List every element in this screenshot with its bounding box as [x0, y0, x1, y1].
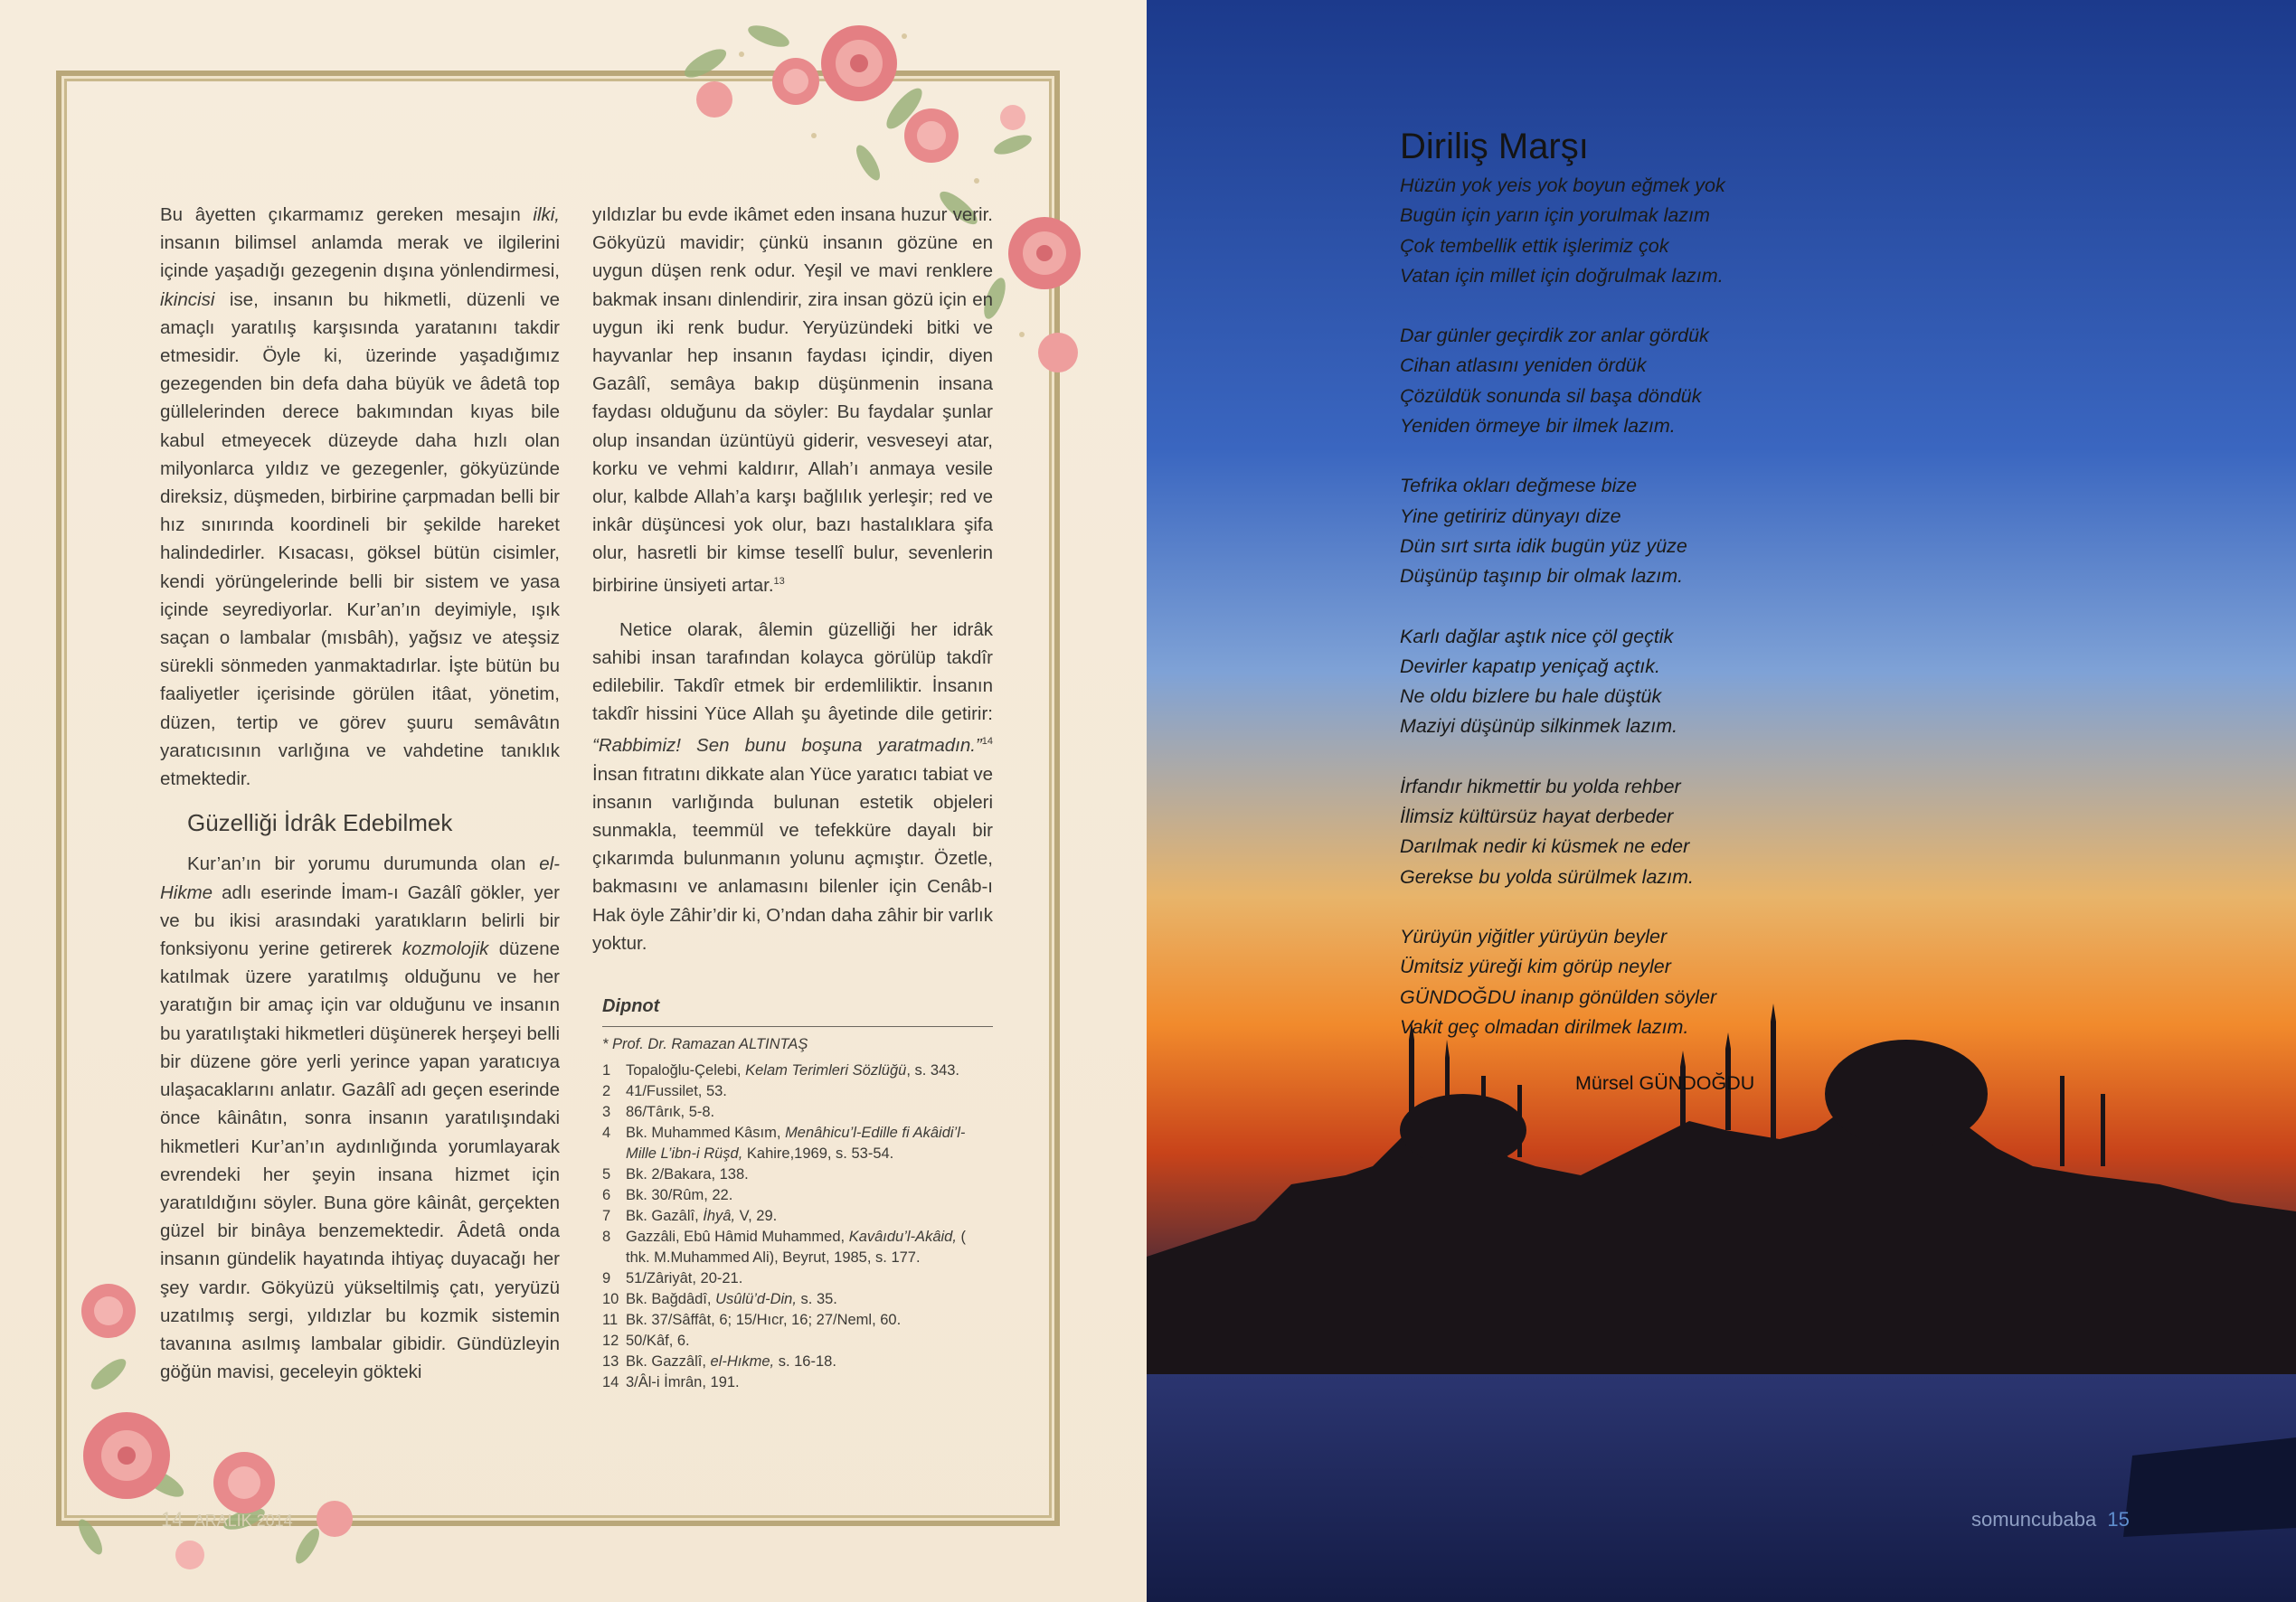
- stanza: [1400, 622, 1870, 742]
- footnote-text: Bk. Gazzâlî, el-Hıkme, s. 16-18.: [626, 1353, 836, 1370]
- page-footer-left: [161, 1508, 293, 1531]
- poem-line: Vatan için millet için doğrulmak lazım.: [1400, 264, 1724, 287]
- poem-line: Çözüldük sonunda sil başa döndük: [1400, 384, 1702, 407]
- column-1: [160, 201, 560, 1386]
- footnote-text: Topaloğlu-Çelebi, Kelam Terimleri Sözlüğü, s. 343.: [626, 1062, 960, 1079]
- footnotes-title: Dipnot: [602, 996, 993, 1027]
- poem-line: Ne oldu bizlere bu hale düştük: [1400, 685, 1662, 708]
- page-footer-right: [1971, 1508, 2130, 1531]
- footnote-text: Bk. Bağdâdî, Usûlü’d-Din, s. 35.: [626, 1291, 837, 1307]
- poet-name: Mürsel GÜNDOĞDU: [1575, 1072, 1755, 1094]
- footnote-item: [602, 1102, 993, 1123]
- poem-line: Yeniden örmeye bir ilmek lazım.: [1400, 415, 1676, 438]
- footnote-item: [602, 1289, 993, 1310]
- footnote-number: 13: [602, 1353, 619, 1370]
- poem-line: Maziyi düşünüp silkinmek lazım.: [1400, 715, 1678, 738]
- poem-line: Yine getiririz dünyayı dize: [1400, 504, 1621, 527]
- poem-line: GÜNDOĞDU inanıp gönülden söyler: [1400, 985, 1717, 1008]
- footnote-number: 14: [602, 1374, 619, 1390]
- poem-stanzas: [1400, 171, 1870, 1042]
- footnote-text: Bk. 2/Bakara, 138.: [626, 1166, 749, 1183]
- footnote-item: [602, 1352, 993, 1372]
- footnote-number: 11: [602, 1312, 619, 1328]
- page-number: 15: [2107, 1508, 2130, 1531]
- footnote-item: [602, 1060, 993, 1081]
- footnote-text: Gazzâli, Ebû Hâmid Muhammed, Kavâıdu’l-Akâid, ( thk. M.Muhammed Ali), Beyrut, 1985, s. 177.: [626, 1229, 967, 1266]
- poem-title: Diriliş Marşı: [1400, 127, 1589, 166]
- emphasis: Kelam Terimleri Sözlüğü: [745, 1062, 907, 1079]
- footnote-ref[interactable]: 13: [773, 575, 785, 587]
- poem-line: Dar günler geçirdik zor anlar gördük: [1400, 325, 1709, 347]
- paragraph: yıldızlar bu evde ikâmet eden insana huzur verir. Gökyüzü mavidir; çünkü insanın gözüne en uygun düşen renk odur. Yeşil ve mavi renklere bakmak insanı dinlendirir, zira insan gözü için en uygun iki renk budur. Yeryüzündeki bitki ve hayvanlar hep insanın faydası içindir, diyen Gazâlî, semâya bakıp düşünmenin insana faydası olduğunu da söyler: Bu faydalar şunlar olup insandan üzüntüyü giderir, vesveseyi atar, korku ve vehmi kaldırır, Allah’ı anmaya vesile olur, kalbde Allah’a karşı bağlılık yerleşir; red ve inkâr düşüncesi yok olur, bazı hastalıklara şifa olur, hasretli bir kimse tesellî bulur, sevenlerin birbirine ünsiyeti artar.$^{13}$: [592, 204, 993, 596]
- footnote-number: 6: [602, 1187, 611, 1203]
- poem-line: Bugün için yarın için yorulmak lazım: [1400, 204, 1710, 227]
- stanza: [1400, 922, 1870, 1042]
- poem-line: Ümitsiz yüreği kim görüp neyler: [1400, 956, 1671, 978]
- poem-line: Düşünüp taşınıp bir olmak lazım.: [1400, 565, 1684, 588]
- stanza: [1400, 171, 1870, 291]
- footnote-item: [602, 1268, 993, 1289]
- footnote-item: [602, 1081, 993, 1102]
- footnote-number: 12: [602, 1333, 619, 1349]
- footnote-number: 2: [602, 1083, 611, 1099]
- footnote-text: 50/Kâf, 6.: [626, 1333, 690, 1349]
- stanza: [1400, 321, 1870, 441]
- footnote-text: Bk. Muhammed Kâsım, Menâhicu’l-Edille fi Akâidi’l-Mille L’ibn-i Rüşd, Kahire,1969, s. 53-54.: [626, 1125, 966, 1162]
- footnote-number: 3: [602, 1104, 611, 1120]
- footnote-text: 86/Târık, 5-8.: [626, 1104, 715, 1120]
- right-page: [1147, 0, 2296, 1602]
- poem-line: Karlı dağlar aştık nice çöl geçtik: [1400, 625, 1674, 647]
- column-2: [592, 201, 993, 957]
- emphasis: “Rabbimiz! Sen bunu boşuna yaratmadın.”: [592, 735, 982, 757]
- footnote-number: 7: [602, 1208, 611, 1224]
- footnote-ref[interactable]: 14: [981, 736, 993, 748]
- footnote-number: 1: [602, 1062, 611, 1079]
- poem-line: Cihan atlasını yeniden ördük: [1400, 354, 1647, 377]
- footnote-text: Bk. 37/Sâffât, 6; 15/Hıcr, 16; 27/Neml, 60.: [626, 1312, 902, 1328]
- footnote-list: [602, 1060, 993, 1393]
- emphasis: Kavâıdu’l-Akâid,: [848, 1229, 957, 1245]
- footnote-text: Bk. Gazâlî, İhyâ, V, 29.: [626, 1208, 778, 1224]
- emphasis: ikincisi: [160, 288, 215, 310]
- emphasis: Menâhicu’l-Edille fi Akâidi’l-Mille L’ibn-i Rüşd,: [626, 1125, 966, 1162]
- footnote-text: 3/Âl-i İmrân, 191.: [626, 1374, 740, 1390]
- poem-line: Devirler kapatıp yeniçağ açtık.: [1400, 655, 1660, 677]
- section-heading: Güzelliği İdrâk Edebilmek: [187, 809, 453, 837]
- paragraph: Kur’an’ın bir yorumu durumunda olan el-Hikme adlı eserinde İmam-ı Gazâlî gökler, yer ve bu ikisi arasındaki yaratıkların belirli bir fonksiyonu yerine getirerek kozmolojik düzene katılmak üzere yaratılmış olduğunu ve her yaratığın bir amaç için var olduğunu ve insanın bu yaratılıştaki hikmetleri düşünerek herşeyi belli bir düzene göre yerli yerince yapan yaratıcıya ulaşacaklarını anlatır. Gazâlî adı geçen eserinde önce kâinâtın, sonra insanın yaratılışındaki hikmetleri Kur’an’ın aydınlığında yorumlayarak evrendeki her şeyin insana hizmet için yaratıldığını söyler. Buna göre kâinât, gerçekten güzel bir binâya benzemektedir. Âdetâ onda insanın gündelik hayatında ihtiyaç duyacağı her şey vardır. Gökyüzü yükseltilmiş çatı, yeryüzü uzatılmış sergi, yıldızlar bu kozmik sistemin tavanına asılmış lambalar gibidir. Gündüzleyin göğün mavisi, geceleyin gökteki: [160, 853, 561, 1383]
- footnote-item: [602, 1164, 993, 1185]
- footnote-item: [602, 1310, 993, 1331]
- poem-line: Dün sırt sırta idik bugün yüz yüze: [1400, 534, 1687, 557]
- footnote-text: 41/Fussilet, 53.: [626, 1083, 727, 1099]
- emphasis: ilki,: [533, 204, 560, 225]
- paragraph: Bu âyetten çıkarmamız gereken mesajın ilki, insanın bilimsel anlamda merak ve ilgilerini içinde yaşadığı gezegenin dışına yönlendirmesi, ikincisi ise, insanın bu hikmetli, düzenli ve amaçlı yaratılış karşısında yaratanını takdir etmesidir. Öyle ki, üzerinde yaşadığımız gezegenden bin defa daha büyük ve âdetâ top güllelerinden derece bakımından kıyas bile kabul etmeyecek düzeyde daha hızlı olan milyonlarca yıldız ve gezegenler, gökyüzünde direksiz, düşmeden, birbirine çarpmadan belli bir hız sınırında koordineli bir şekilde hareket halindedirler. Kısacası, göksel bütün cisimler, kendi yörüngelerinde belli bir sistem ve yasa içinde seyrediyorlar. Kur’an’ın deyimiyle, ışık saçan o lambalar (mısbâh), yağsız ve ateşsiz sürekli sönmeden yanmaktadırlar. İşte bütün bu faaliyetler içerisinde görülen itâat, yönetim, düzen, tertip ve görev şuuru semâvâtın yaratıcısının varlığına ve vahdetine tanıklık etmektedir.: [160, 204, 560, 790]
- footnote-item: [602, 1331, 993, 1352]
- footnote-number: 4: [602, 1125, 611, 1141]
- poem-line: İlimsiz kültürsüz hayat derbeder: [1400, 806, 1674, 828]
- footnote-text: Bk. 30/Rûm, 22.: [626, 1187, 733, 1203]
- emphasis: kozmolojik: [402, 938, 489, 960]
- magazine-name: somuncubaba: [1971, 1508, 2097, 1531]
- left-page: [0, 0, 1147, 1602]
- poem-line: Gerekse bu yolda sürülmek lazım.: [1400, 865, 1695, 888]
- emphasis: el-Hıkme,: [710, 1353, 775, 1370]
- poem-line: İrfandır hikmettir bu yolda rehber: [1400, 775, 1681, 797]
- stanza: [1400, 772, 1870, 892]
- footnote-item: [602, 1123, 993, 1164]
- emphasis: Usûlü’d-Din,: [715, 1291, 797, 1307]
- emphasis: el-Hikme: [160, 853, 560, 903]
- footnotes: [602, 996, 993, 1393]
- footnote-item: [602, 1185, 993, 1206]
- author-note: * Prof. Dr. Ramazan ALTINTAŞ: [602, 1036, 808, 1052]
- poem-line: Yürüyün yiğitler yürüyün beyler: [1400, 925, 1668, 947]
- issue-label: ARALIK 2014: [194, 1512, 293, 1530]
- footnote-item: [602, 1372, 993, 1393]
- footnote-number: 9: [602, 1270, 611, 1286]
- paragraph: Netice olarak, âlemin güzelliği her idrâk sahibi insan tarafından kolayca görülüp takdîr edilebilir. Takdîr etmek bir erdemliliktir. İnsanın takdîr hissini Yüce Allah şu âyetinde dile getirir: “Rabbimiz! Sen bunu boşuna yaratmadın.”$^{14}$ İnsan fıtratını dikkate alan Yüce yaratıcı tabiat ve insanın varlığında bulunan estetik objeleri sunmakla, teemmül ve tefekküre dayalı bir çıkarımda bulunmanın yolunu açmıştır. Özetle, bakmasını ve anlamasını bilenler için Cenâb-ı Hak öyle Zâhir’dir ki, O’ndan daha zâhir bir varlık yoktur.: [592, 618, 993, 954]
- poem-line: Hüzün yok yeis yok boyun eğmek yok: [1400, 174, 1725, 196]
- page-number: 14: [161, 1508, 184, 1531]
- stanza: [1400, 471, 1870, 591]
- footnote-number: 5: [602, 1166, 611, 1183]
- poem-line: Çok tembellik ettik işlerimiz çok: [1400, 234, 1669, 257]
- poem: [1400, 127, 1870, 1072]
- footnote-number: 8: [602, 1229, 611, 1245]
- poem-line: Vakit geç olmadan dirilmek lazım.: [1400, 1015, 1689, 1038]
- emphasis: İhyâ,: [703, 1208, 736, 1224]
- poem-line: Darılmak nedir ki küsmek ne eder: [1400, 835, 1690, 858]
- footnote-text: 51/Zâriyât, 20-21.: [626, 1270, 743, 1286]
- poem-line: Tefrika okları değmese bize: [1400, 475, 1638, 497]
- footnote-number: 10: [602, 1291, 619, 1307]
- footnote-item: [602, 1227, 993, 1268]
- footnote-item: [602, 1206, 993, 1227]
